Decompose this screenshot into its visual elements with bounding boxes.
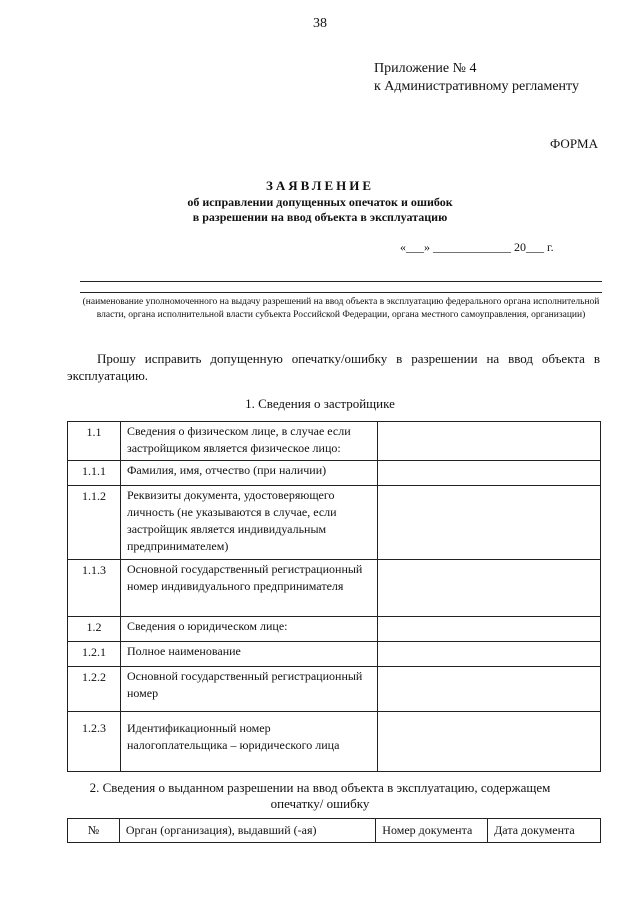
row-number: 1.1: [68, 422, 121, 461]
section-2-title-line-2: опечатку/ ошибку: [270, 796, 370, 811]
permit-info-table: [67, 818, 601, 843]
section-2-title: [0, 780, 640, 812]
row-label: Сведения о физическом лице, в случае если застройщиком является физическое лицо:: [120, 422, 377, 461]
appendix-reference: [374, 60, 579, 96]
row-number: 1.2.1: [68, 642, 121, 667]
appendix-line-2: к Административному регламенту: [374, 79, 579, 94]
page-number: 38: [313, 16, 327, 31]
subtitle-line-1: об исправлении допущенных опечаток и ошибок: [187, 195, 453, 209]
document-title: ЗАЯВЛЕНИЕ: [265, 178, 375, 193]
row-value-input[interactable]: [377, 560, 600, 617]
table-row: [68, 560, 601, 617]
row-label: Фамилия, имя, отчество (при наличии): [120, 461, 377, 486]
row-value-input[interactable]: [377, 667, 600, 712]
row-label: Реквизиты документа, удостоверяющего личность (не указываются в случае, если застройщик является индивидуальным предпринимателем): [120, 486, 377, 560]
row-value-input[interactable]: [377, 642, 600, 667]
row-label: Основной государственный регистрационный номер индивидуального предпринимателя: [120, 560, 377, 617]
row-label: Идентификационный номер налогоплательщика – юридического лица: [120, 712, 377, 772]
row-value-input[interactable]: [377, 617, 600, 642]
table-header-row: [68, 819, 601, 843]
col-header-doc-date: Дата документа: [488, 819, 601, 843]
org-name-line[interactable]: [80, 281, 602, 282]
subtitle-line-2: в разрешении на ввод объекта в эксплуатацию: [192, 210, 448, 224]
form-label: ФОРМА: [550, 136, 598, 151]
row-value-input[interactable]: [377, 486, 600, 560]
section-1-title: 1. Сведения о застройщике: [245, 396, 395, 411]
row-number: 1.1.2: [68, 486, 121, 560]
document-subtitle: [0, 195, 640, 225]
row-number: 1.2: [68, 617, 121, 642]
developer-info-table: [67, 421, 601, 772]
row-label: Сведения о юридическом лице:: [120, 617, 377, 642]
row-label: Полное наименование: [120, 642, 377, 667]
org-name-line-2[interactable]: [80, 292, 602, 293]
col-header-issuer: Орган (организация), выдавший (-ая): [119, 819, 375, 843]
table-row: [68, 422, 601, 461]
table-row: [68, 617, 601, 642]
row-value-input[interactable]: [377, 461, 600, 486]
row-number: 1.2.2: [68, 667, 121, 712]
table-row: [68, 486, 601, 560]
row-label: Основной государственный регистрационный номер: [120, 667, 377, 712]
table-row: [68, 667, 601, 712]
row-number: 1.2.3: [68, 712, 121, 772]
table-row: [68, 642, 601, 667]
appendix-line-1: Приложение № 4: [374, 61, 477, 76]
table-row: [68, 461, 601, 486]
row-value-input[interactable]: [377, 712, 600, 772]
section-2-title-line-1: 2. Сведения о выданном разрешении на ввод объекта в эксплуатацию, содержащем: [89, 780, 551, 795]
table-row: [68, 712, 601, 772]
row-number: 1.1.1: [68, 461, 121, 486]
row-number: 1.1.3: [68, 560, 121, 617]
org-caption: (наименование уполномоченного на выдачу разрешений на ввод объекта в эксплуатацию федерального органа исполнительной власти, органа исполнительной власти субъекта Российской Федерации, органа местного самоуправления, организации): [82, 297, 600, 320]
col-header-doc-number: Номер документа: [376, 819, 488, 843]
request-text: Прошу исправить допущенную опечатку/ошибку в разрешении на ввод объекта в эксплуатацию.: [67, 351, 600, 383]
date-field[interactable]: «___» _____________ 20___ г.: [400, 240, 554, 254]
col-header-number: №: [68, 819, 120, 843]
row-value-input[interactable]: [377, 422, 600, 461]
